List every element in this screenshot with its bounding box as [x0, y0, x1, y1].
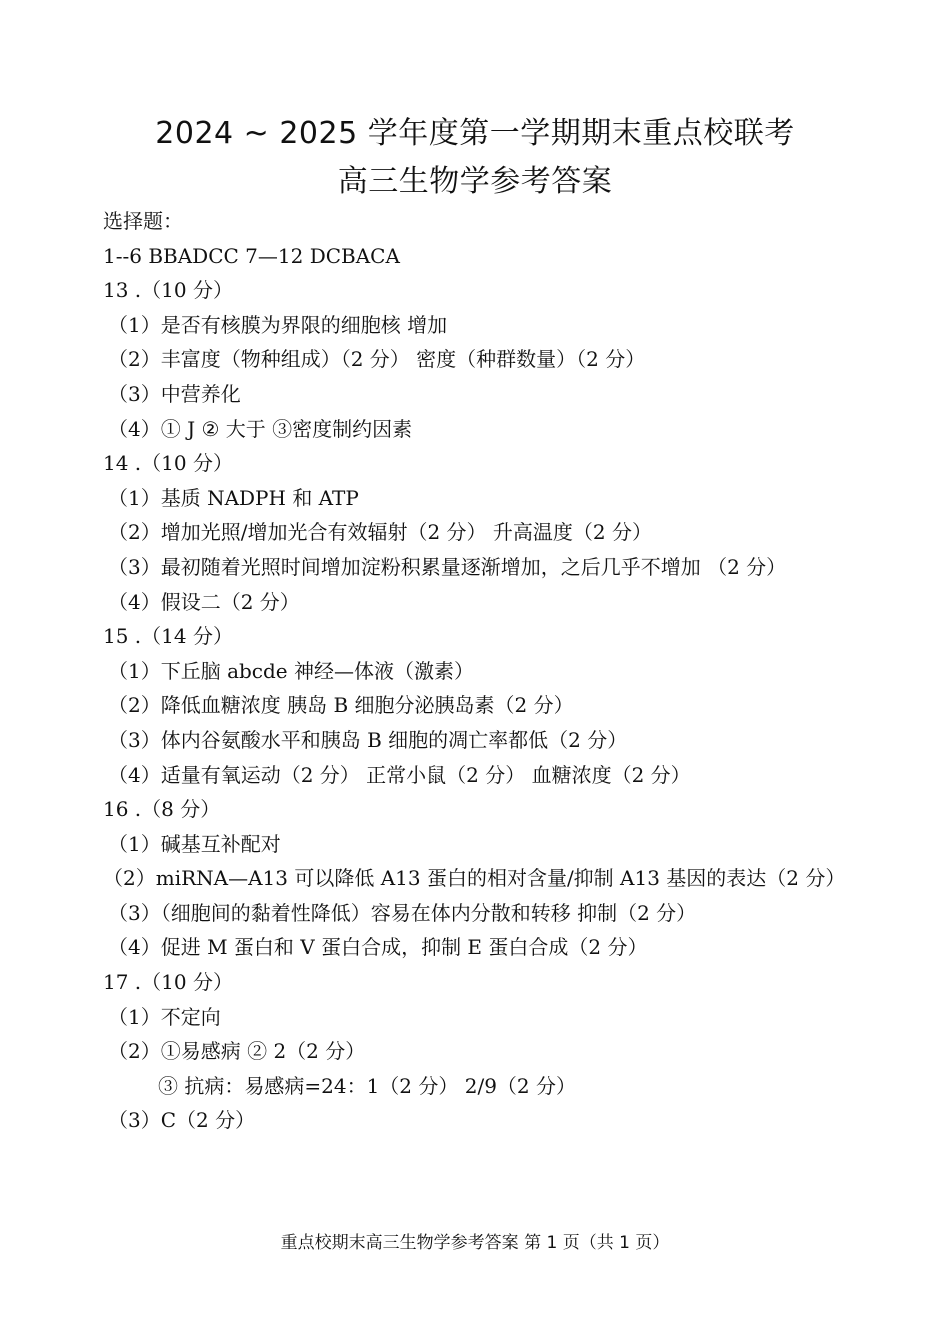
- question-heading-13: 13 .（10 分）: [103, 278, 233, 303]
- answer-line: （4）适量有氧运动（2 分） 正常小鼠（2 分） 血糖浓度（2 分）: [108, 762, 691, 787]
- answer-line-wrapped: （2）miRNA—A13 可以降低 A13 蛋白的相对含量/抑制 A13 基因的表达（2 分）: [103, 866, 846, 891]
- answer-line: （1）是否有核膜为界限的细胞核 增加: [108, 312, 448, 337]
- answer-line: （3）最初随着光照时间增加淀粉积累量逐渐增加，之后几乎不增加 （2 分）: [108, 554, 787, 579]
- answer-line: （3）（细胞间的黏着性降低）容易在体内分散和转移 抑制（2 分）: [108, 900, 697, 925]
- document-subtitle: 高三生物学参考答案: [337, 164, 613, 199]
- page-footer: 重点校期末高三生物学参考答案 第 1 页（共 1 页）: [280, 1233, 670, 1253]
- answer-line-choice-keys: 1--6 BBADCC 7—12 DCBACA: [103, 243, 400, 268]
- answer-line: （2）①易感病 ② 2（2 分）: [108, 1039, 366, 1064]
- document-title: 2024 ~ 2025 学年度第一学期期末重点校联考: [155, 116, 795, 151]
- question-heading-15: 15 .（14 分）: [103, 624, 233, 649]
- answer-line: （4）① J ② 大于 ③密度制约因素: [108, 416, 413, 441]
- question-heading-16: 16 .（8 分）: [103, 797, 221, 822]
- question-heading-14: 14 .（10 分）: [103, 451, 233, 476]
- answer-line: （1）基质 NADPH 和 ATP: [108, 485, 359, 510]
- question-heading-17: 17 .（10 分）: [103, 970, 233, 995]
- answer-line: （1）碱基互补配对: [108, 831, 281, 856]
- answer-line: （4）假设二（2 分）: [108, 589, 300, 614]
- section-heading-multiple-choice: 选择题：: [103, 209, 183, 233]
- answer-line: （3）体内谷氨酸水平和胰岛 B 细胞的凋亡率都低（2 分）: [108, 727, 628, 752]
- answer-line: （2）丰富度（物种组成）（2 分） 密度（种群数量）（2 分）: [108, 347, 646, 372]
- answer-line: （2）降低血糖浓度 胰岛 B 细胞分泌胰岛素（2 分）: [108, 693, 574, 718]
- answer-content: [103, 204, 863, 1138]
- answer-line: （3）中营养化: [108, 381, 241, 406]
- answer-line: （3）C（2 分）: [108, 1108, 256, 1133]
- answer-line: （4）促进 M 蛋白和 V 蛋白合成，抑制 E 蛋白合成（2 分）: [108, 935, 648, 960]
- answer-line: （2）增加光照/增加光合有效辐射（2 分） 升高温度（2 分）: [108, 520, 652, 545]
- answer-line: （1）下丘脑 abcde 神经—体液（激素）: [108, 658, 475, 683]
- answer-line-sub: ③ 抗病：易感病=24：1（2 分） 2/9（2 分）: [158, 1073, 576, 1098]
- answer-line: （1）不定向: [108, 1004, 221, 1029]
